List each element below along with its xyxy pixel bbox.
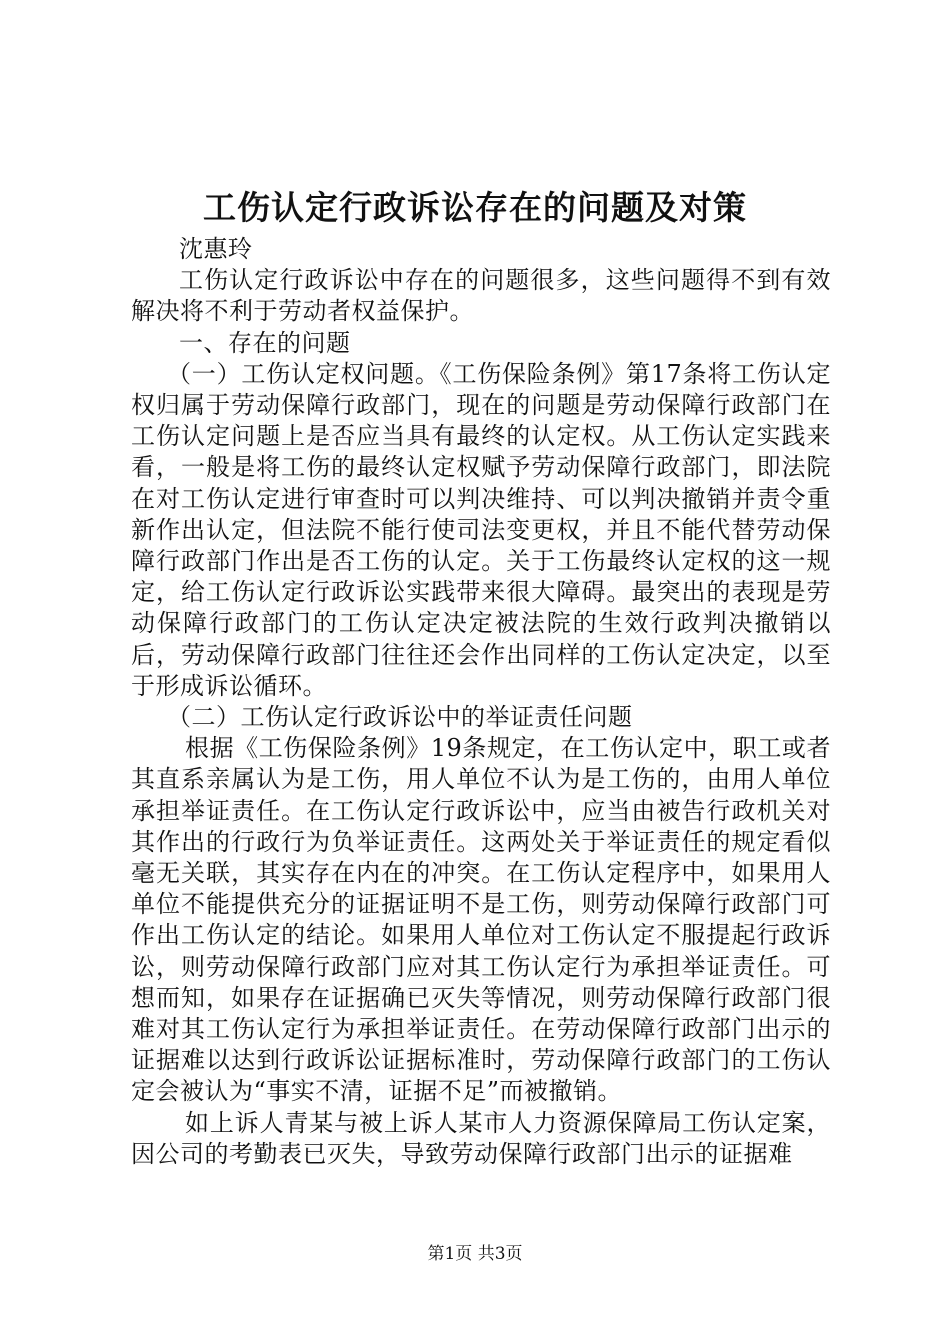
paragraph-intro: 工伤认定行政诉讼中存在的问题很多，这些问题得不到有效解决将不利于劳动者权益保护。 [131,266,831,326]
subsection-heading-2: （二）工伤认定行政诉讼中的举证责任问题 [167,703,633,732]
document-body [131,234,831,1170]
author-line: 沈惠玲 [179,235,253,263]
paragraph-case-example: 如上诉人青某与被上诉人某市人力资源保障局工伤认定案，因公司的考勤表已灭失，导致劳动保障行政部门出示的证据难 [131,1108,831,1168]
section-heading: 一、存在的问题 [179,328,351,357]
paragraph-subsection-2: 根据《工伤保险条例》19条规定，在工伤认定中，职工或者其直系亲属认为是工伤，用人单位不认为是工伤的，由用人单位承担举证责任。在工伤认定行政诉讼中，应当由被告行政机关对其作出的行政行为负举证责任。这两处关于举证责任的规定看似毫无关联，其实存在内在的冲突。在工伤认定程序中，如果用人单位不能提供充分的证据证明不是工伤，则劳动保障行政部门可作出工伤认定的结论。如果用人单位对工伤认定不服提起行政诉讼，则劳动保障行政部门应对其工伤认定行为承担举证责任。可想而知，如果存在证据确已灭失等情况，则劳动保障行政部门很难对其工伤认定行为承担举证责任。在劳动保障行政部门出示的证据难以达到行政诉讼证据标准时，劳动保障行政部门的工伤认定会被认为“事实不清，证据不足”而被撤销。 [131,734,831,1106]
paragraph-subsection-1: （一）工伤认定权问题。《工伤保险条例》第17条将工伤认定权归属于劳动保障行政部门，现在的问题是劳动保障行政部门在工伤认定问题上是否应当具有最终的认定权。从工伤认定实践来看，一般是将工伤的最终认定权赋予劳动保障行政部门，即法院在对工伤认定进行审查时可以判决维持、可以判决撤销并责令重新作出认定，但法院不能行使司法变更权，并且不能代替劳动保障行政部门作出是否工伤的认定。关于工伤最终认定权的这一规定，给工伤认定行政诉讼实践带来很大障碍。最突出的表现是劳动保障行政部门的工伤认定决定被法院的生效行政判决撤销以后，劳动保障行政部门往往还会作出同样的工伤认定决定，以至于形成诉讼循环。 [131,359,831,700]
page-footer: 第1页 共3页 [427,1244,523,1264]
document-title: 工伤认定行政诉讼存在的问题及对策 [203,188,747,227]
